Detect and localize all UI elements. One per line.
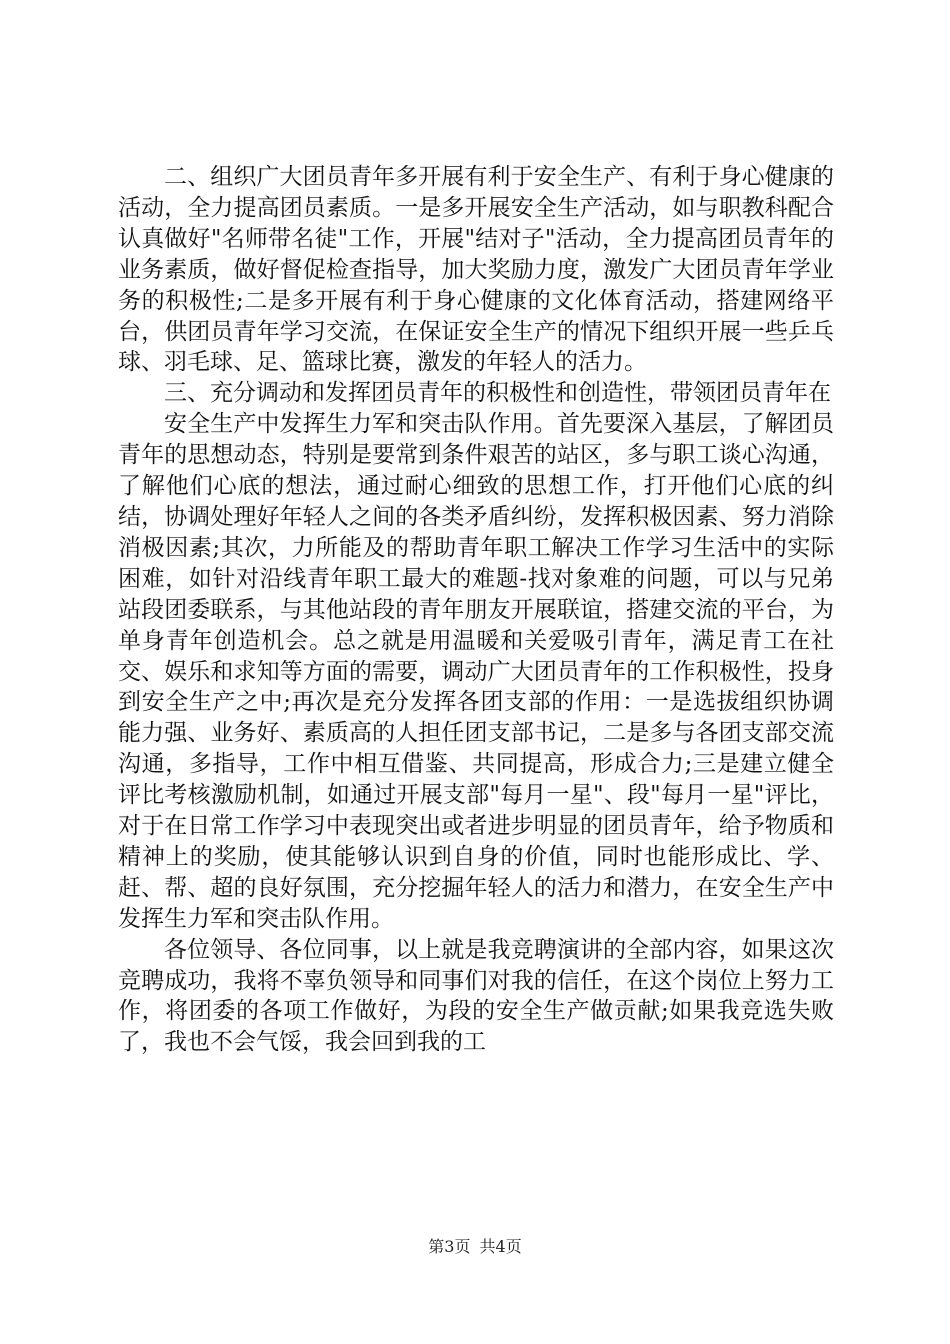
- paragraph-section-two: 二、组织广大团员青年多开展有利于安全生产、有利于身心健康的活动，全力提高团员素质。一是多开展安全生产活动，如与职教科配合认真做好"名师带名徒"工作，开展"结对子"活动，全力提高团员青年的业务素质，做好督促检查指导，加大奖励力度，激发广大团员青年学业务的积极性;二是多开展有利于身心健康的文化体育活动，搭建网络平台，供团员青年学习交流，在保证安全生产的情况下组织开展一些乒乓球、羽毛球、足、篮球比赛，激发的年轻人的活力。: [118, 164, 834, 376]
- paragraph-closing: 各位领导、各位同事，以上就是我竞聘演讲的全部内容，如果这次竞聘成功，我将不辜负领导和同事们对我的信任，在这个岗位上努力工作，将团委的各项工作做好，为段的安全生产做贡献;如果我竞选失败了，我也不会气馁，我会回到我的工: [118, 936, 834, 1056]
- paragraph-section-three-body: 安全生产中发挥生力军和突击队作用。首先要深入基层，了解团员青年的思想动态，特别是要常到条件艰苦的站区，多与职工谈心沟通，了解他们心底的想法，通过耐心细致的思想工作，打开他们心底的纠结，协调处理好年轻人之间的各类矛盾纠纷，发挥积极因素、努力消除消极因素;其次，力所能及的帮助青年职工解决工作学习生活中的实际困难，如针对沿线青年职工最大的难题-找对象难的问题，可以与兄弟站段团委联系，与其他站段的青年朋友开展联谊，搭建交流的平台，为单身青年创造机会。总之就是用温暖和关爱吸引青年，满足青工在社交、娱乐和求知等方面的需要，调动广大团员青年的工作积极性，投身到安全生产之中;再次是充分发挥各团支部的作用：一是选拔组织协调能力强、业务好、素质高的人担任团支部书记，二是多与各团支部交流沟通，多指导，工作中相互借鉴、共同提高，形成合力;三是建立健全评比考核激励机制，如通过开展支部"每月一星"、段"每月一星"评比，对于在日常工作学习中表现突出或者进步明显的团员青年，给予物质和精神上的奖励，使其能够认识到自身的价值，同时也能形成比、学、赶、帮、超的良好氛围，充分挖掘年轻人的活力和潜力，在安全生产中发挥生力军和突击队作用。: [118, 411, 834, 932]
- paragraph-section-three-heading: 三、充分调动和发挥团员青年的积极性和创造性，带领团员青年在: [164, 380, 831, 407]
- page-footer: [0, 1234, 950, 1257]
- page-total: 共4页: [479, 1237, 522, 1256]
- document-body: [118, 162, 834, 1058]
- page-number: 第3页: [428, 1237, 471, 1256]
